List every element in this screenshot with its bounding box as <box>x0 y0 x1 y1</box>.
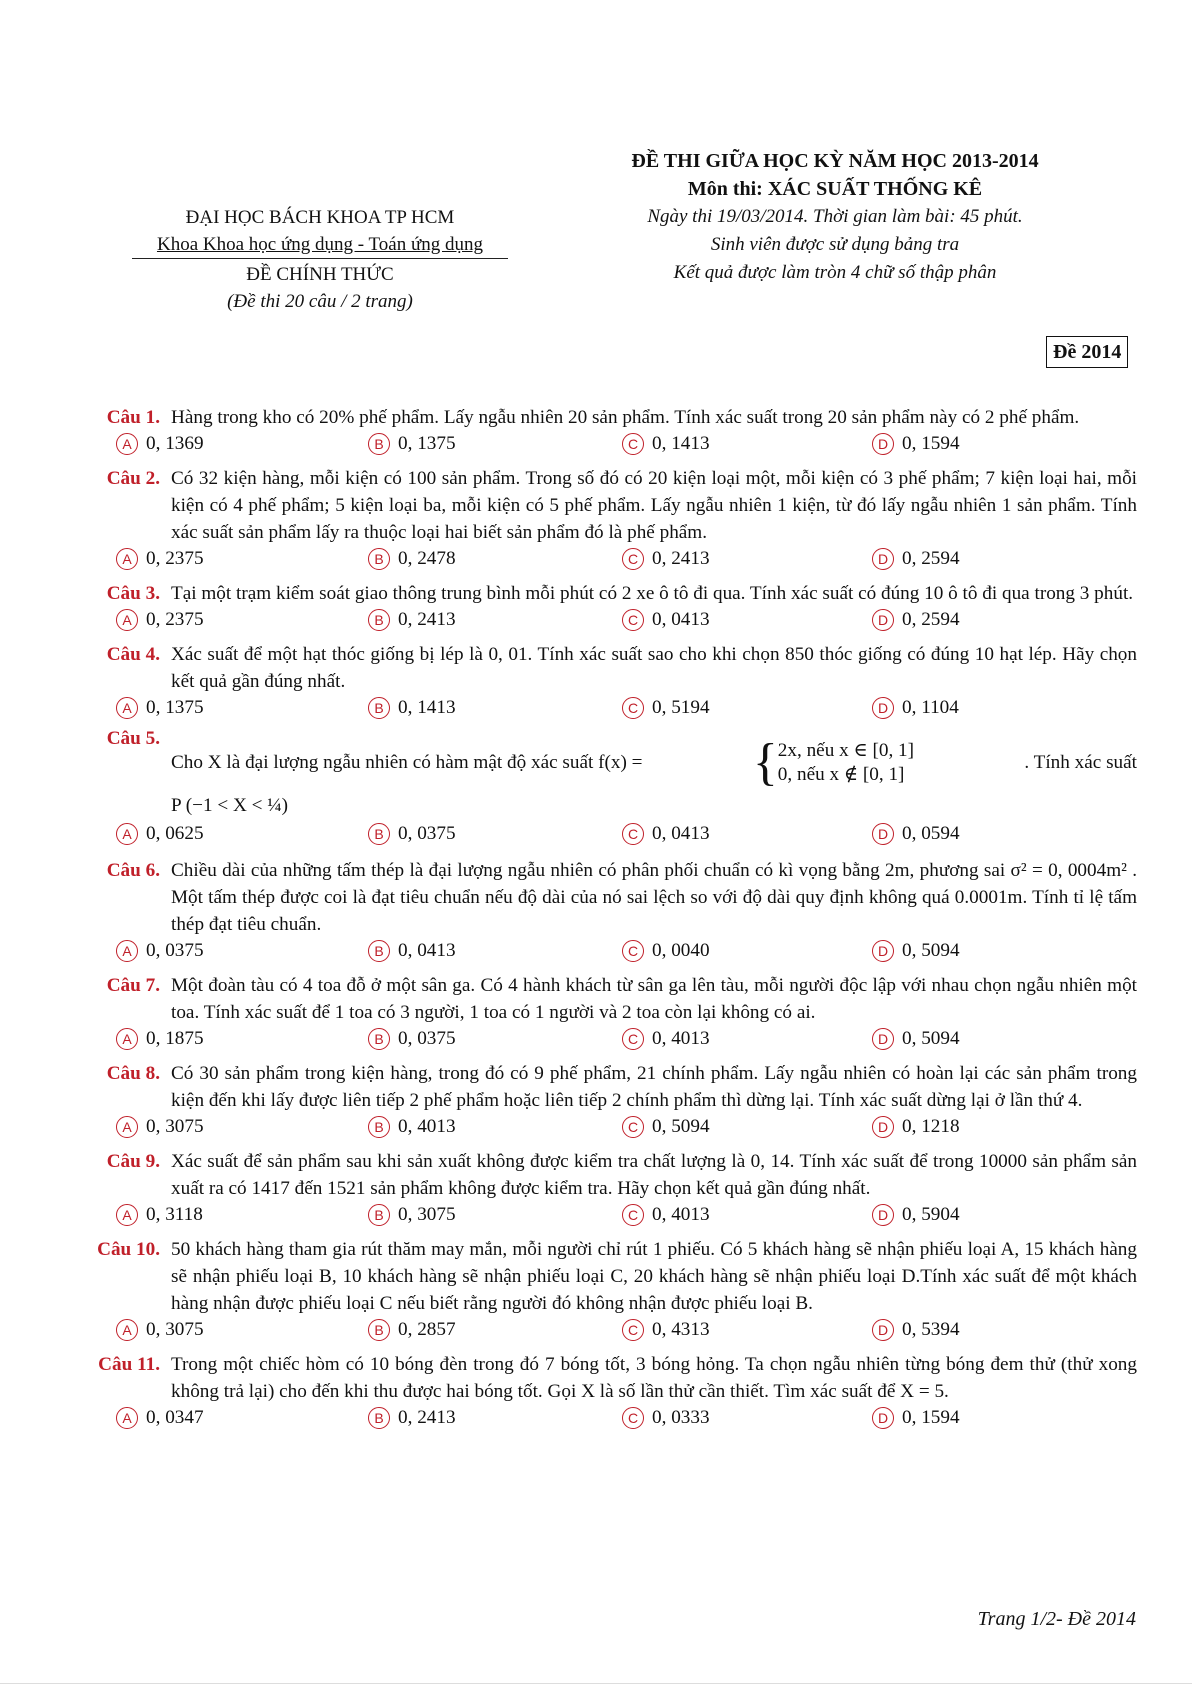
question-label: Câu 4. <box>106 644 160 665</box>
option-letter-circle: D <box>872 433 894 455</box>
option-letter-circle: B <box>368 1407 390 1429</box>
option-letter-circle: C <box>622 1116 644 1138</box>
option-letter-circle: C <box>622 1204 644 1226</box>
option-value: 0, 0375 <box>398 1028 456 1049</box>
option-value: 0, 3075 <box>146 1319 204 1340</box>
question-text: Có 32 kiện hàng, mỗi kiện có 100 sản phẩm. Trong số đó có 20 kiện loại một, mỗi kiện có 3 phế phẩm; 7 kiện loại hai, mỗi kiện có 4 phế phẩm; 5 kiện loại ba, mỗi kiện có 5 phế phẩm. Lấy ngẫu nhiên 1 kiện, từ đó lấy ngẫu nhiên 1 sản phẩm. Tính xác suất sản phẩm lấy ra thuộc loại hai biết sản phẩm đó là phế phẩm. <box>171 468 1137 543</box>
option-value: 0, 1104 <box>902 697 959 718</box>
option-b[interactable] <box>368 433 456 455</box>
subject-title: Môn thi: XÁC SUẤT THỐNG KÊ <box>687 178 983 200</box>
answer-options <box>0 1026 1192 1058</box>
exam-code-box: Đề 2014 <box>1046 336 1128 368</box>
page-footer: Trang 1/2- Đề 2014 <box>977 1608 1136 1630</box>
answer-options <box>0 1202 1192 1234</box>
option-value: 0, 2375 <box>146 548 204 569</box>
option-a[interactable] <box>116 1407 204 1429</box>
piece-row-2: 0, nếu x ∉ [0, 1] <box>777 764 905 785</box>
option-b[interactable] <box>368 1028 456 1050</box>
option-letter-circle: A <box>116 940 138 962</box>
option-value: 0, 1369 <box>146 433 204 454</box>
option-value: 0, 2478 <box>398 548 456 569</box>
option-d[interactable] <box>872 1116 960 1138</box>
header-left <box>120 204 520 315</box>
option-value: 0, 5394 <box>902 1319 960 1340</box>
question-text: Có 30 sản phẩm trong kiện hàng, trong đó có 9 phế phẩm, 21 chính phẩm. Lấy ngẫu nhiên có hoàn lại các sản phẩm trong kiện đến khi lấy được liên tiếp 2 phế phẩm hoặc liên tiếp 2 chính phẩm thì dừng lại. Tính xác suất dừng lại ở lần thứ 4. <box>171 1063 1137 1111</box>
option-value: 0, 2857 <box>398 1319 456 1340</box>
option-letter-circle: C <box>622 697 644 719</box>
answer-options <box>0 938 1192 970</box>
option-value: 0, 2375 <box>146 609 204 630</box>
option-value: 0, 2594 <box>902 548 960 569</box>
question-label: Câu 2. <box>106 468 160 489</box>
header-divider <box>132 258 508 259</box>
option-letter-circle: D <box>872 1204 894 1226</box>
question-text: Xác suất để sản phẩm sau khi sản xuất không được kiểm tra chất lượng là 0, 14. Tính xác suất để trong 10000 sản phẩm sản xuất ra có 1417 đến 1521 sản phẩm không được kiểm tra. Hãy chọn kết quả gần đúng nhất. <box>171 1151 1137 1199</box>
option-letter-circle: A <box>116 823 138 845</box>
option-letter-circle: A <box>116 548 138 570</box>
option-letter-circle: A <box>116 1204 138 1226</box>
option-a[interactable] <box>116 940 204 962</box>
answer-options <box>0 1405 1192 1437</box>
option-letter-circle: C <box>622 433 644 455</box>
option-letter-circle: B <box>368 433 390 455</box>
option-value: 0, 1594 <box>902 1407 960 1428</box>
question-1 <box>0 404 1192 463</box>
option-value: 0, 0375 <box>146 940 204 961</box>
option-a[interactable] <box>116 697 204 719</box>
question-9 <box>0 1148 1192 1234</box>
option-letter-circle: A <box>116 433 138 455</box>
answer-options <box>0 546 1192 578</box>
question-label: Câu 8. <box>106 1063 160 1084</box>
option-letter-circle: A <box>116 1116 138 1138</box>
option-c[interactable] <box>622 433 710 455</box>
answer-options <box>0 1114 1192 1146</box>
brace-glyph: { <box>752 734 778 791</box>
option-value: 0, 2413 <box>652 548 710 569</box>
university-name: ĐẠI HỌC BÁCH KHOA TP HCM <box>185 207 455 228</box>
question-5 <box>0 728 1192 853</box>
option-letter-circle: B <box>368 697 390 719</box>
option-value: 0, 2413 <box>398 609 456 630</box>
question-label: Câu 6. <box>106 860 160 881</box>
option-value: 0, 0413 <box>398 940 456 961</box>
option-d[interactable] <box>872 823 960 845</box>
option-c[interactable] <box>622 1319 710 1341</box>
option-letter-circle: C <box>622 940 644 962</box>
answer-options <box>0 607 1192 639</box>
option-c[interactable] <box>622 1028 710 1050</box>
option-letter-circle: D <box>872 609 894 631</box>
answer-options <box>0 1317 1192 1349</box>
option-letter-circle: C <box>622 548 644 570</box>
option-letter-circle: C <box>622 1319 644 1341</box>
option-value: 0, 5094 <box>902 940 960 961</box>
option-c[interactable] <box>622 1407 710 1429</box>
rounding-note: Kết quả được làm tròn 4 chữ số thập phân <box>673 262 997 283</box>
option-value: 0, 4013 <box>398 1116 456 1137</box>
option-letter-circle: B <box>368 1028 390 1050</box>
allowed-note: Sinh viên được sử dụng bảng tra <box>710 234 960 255</box>
department-name: Khoa Khoa học ứng dụng - Toán ứng dụng <box>156 234 484 255</box>
option-letter-circle: D <box>872 823 894 845</box>
option-letter-circle: C <box>622 609 644 631</box>
question-7 <box>0 972 1192 1058</box>
question-text: Trong một chiếc hòm có 10 bóng đèn trong đó 7 bóng tốt, 3 bóng hỏng. Ta chọn ngẫu nhiên từng bóng đem thử (thử xong không trả lại) cho đến khi thu được hai bóng tốt. Gọi X là số lần thử cần thiết. Tìm xác suất để X = 5. <box>171 1354 1137 1402</box>
option-letter-circle: C <box>622 1407 644 1429</box>
option-b[interactable] <box>368 940 456 962</box>
option-value: 0, 1218 <box>902 1116 960 1137</box>
option-d[interactable] <box>872 1319 960 1341</box>
question-2 <box>0 465 1192 578</box>
question-8 <box>0 1060 1192 1146</box>
option-d[interactable] <box>872 940 960 962</box>
option-letter-circle: A <box>116 697 138 719</box>
option-value: 0, 0594 <box>902 823 960 844</box>
pages-note: (Đề thi 20 câu / 2 trang) <box>227 291 413 312</box>
option-letter-circle: B <box>368 1319 390 1341</box>
answer-options <box>0 821 1192 853</box>
option-value: 0, 1875 <box>146 1028 204 1049</box>
option-letter-circle: A <box>116 1028 138 1050</box>
option-value: 0, 0413 <box>652 823 710 844</box>
option-a[interactable] <box>116 548 204 570</box>
option-letter-circle: B <box>368 823 390 845</box>
question-text: Một đoàn tàu có 4 toa đỗ ở một sân ga. Có 4 hành khách từ sân ga lên tàu, mỗi người độc lập với nhau chọn ngẫu nhiên một toa. Tính xác suất để 1 toa có 3 người, 1 toa có 1 người và 2 toa còn lại không có ai. <box>171 975 1137 1023</box>
option-value: 0, 1375 <box>398 433 456 454</box>
option-a[interactable] <box>116 1116 204 1138</box>
option-value: 0, 2594 <box>902 609 960 630</box>
option-a[interactable] <box>116 1028 204 1050</box>
option-c[interactable] <box>622 1116 710 1138</box>
question-label: Câu 9. <box>106 1151 160 1172</box>
question-text: Hàng trong kho có 20% phế phẩm. Lấy ngẫu nhiên 20 sản phẩm. Tính xác suất trong 20 sản phẩm này có 2 phế phẩm. <box>171 407 1080 428</box>
question-4 <box>0 641 1192 727</box>
option-d[interactable] <box>872 697 959 719</box>
option-value: 0, 4313 <box>652 1319 710 1340</box>
option-d[interactable] <box>872 609 960 631</box>
option-d[interactable] <box>872 433 960 455</box>
question-10 <box>0 1236 1192 1349</box>
option-value: 0, 0333 <box>652 1407 710 1428</box>
option-value: 0, 0413 <box>652 609 710 630</box>
option-value: 0, 5904 <box>902 1204 960 1225</box>
option-value: 0, 5094 <box>902 1028 960 1049</box>
option-a[interactable] <box>116 609 204 631</box>
option-letter-circle: B <box>368 548 390 570</box>
option-a[interactable] <box>116 1319 204 1341</box>
option-value: 0, 5194 <box>652 697 710 718</box>
option-b[interactable] <box>368 1204 456 1226</box>
option-value: 0, 0375 <box>398 823 456 844</box>
option-value: 0, 1375 <box>146 697 204 718</box>
piece-row-1: 2x, nếu x ∈ [0, 1] <box>777 740 915 761</box>
option-c[interactable] <box>622 609 710 631</box>
question-text <box>171 731 1137 821</box>
option-letter-circle: D <box>872 1407 894 1429</box>
option-letter-circle: A <box>116 1407 138 1429</box>
option-b[interactable] <box>368 548 456 570</box>
option-a[interactable] <box>116 433 204 455</box>
exam-title: ĐỀ THI GIỮA HỌC KỲ NĂM HỌC 2013-2014 <box>631 150 1039 172</box>
option-b[interactable] <box>368 1407 456 1429</box>
exam-date-time: Ngày thi 19/03/2014. Thời gian làm bài: 45 phút. <box>647 206 1023 227</box>
option-letter-circle: D <box>872 697 894 719</box>
option-letter-circle: C <box>622 1028 644 1050</box>
option-b[interactable] <box>368 1116 456 1138</box>
question-label: Câu 7. <box>106 975 160 996</box>
option-d[interactable] <box>872 1204 960 1226</box>
option-value: 0, 3118 <box>146 1204 203 1225</box>
option-c[interactable] <box>622 1204 710 1226</box>
option-value: 0, 3075 <box>146 1116 204 1137</box>
option-value: 0, 0040 <box>652 940 710 961</box>
piecewise-function <box>752 734 915 791</box>
option-letter-circle: B <box>368 609 390 631</box>
question-3 <box>0 580 1192 639</box>
question-11 <box>0 1351 1192 1437</box>
option-d[interactable] <box>872 548 960 570</box>
answer-options <box>0 695 1192 727</box>
option-d[interactable] <box>872 1407 960 1429</box>
option-c[interactable] <box>622 548 710 570</box>
option-letter-circle: A <box>116 1319 138 1341</box>
question-text: 50 khách hàng tham gia rút thăm may mắn, mỗi người chỉ rút 1 phiếu. Có 5 khách hàng sẽ nhận phiếu loại A, 15 khách hàng sẽ nhận phiếu loại B, 10 khách hàng sẽ nhận phiếu loại C, 20 khách hàng sẽ nhận phiếu loại D.Tính xác suất để một khách hàng nhận được phiếu loại C nếu biết rằng người đó không nhận được phiếu loại B. <box>171 1239 1137 1314</box>
option-letter-circle: A <box>116 609 138 631</box>
option-a[interactable] <box>116 823 204 845</box>
question-text-tail: . Tính xác suất <box>1024 752 1137 773</box>
option-value: 0, 1594 <box>902 433 960 454</box>
option-b[interactable] <box>368 823 456 845</box>
option-letter-circle: B <box>368 1116 390 1138</box>
question-label: Câu 1. <box>106 407 160 428</box>
option-c[interactable] <box>622 940 710 962</box>
option-b[interactable] <box>368 1319 456 1341</box>
header-right <box>590 147 1080 287</box>
option-letter-circle: D <box>872 1319 894 1341</box>
official-label: ĐỀ CHÍNH THỨC <box>246 264 394 285</box>
option-value: 0, 1413 <box>652 433 710 454</box>
question-label: Câu 3. <box>106 583 160 604</box>
question-text-formula: P (−1 < X < ¼) <box>171 795 289 816</box>
bottom-rule <box>0 1683 1192 1684</box>
question-text: Xác suất để một hạt thóc giống bị lép là 0, 01. Tính xác suất sao cho khi chọn 850 thóc giống có đúng 10 hạt lép. Hãy chọn kết quả gần đúng nhất. <box>171 644 1137 692</box>
question-6 <box>0 857 1192 970</box>
option-letter-circle: D <box>872 940 894 962</box>
question-label: Câu 10. <box>97 1239 160 1260</box>
option-c[interactable] <box>622 697 710 719</box>
option-value: 0, 2413 <box>398 1407 456 1428</box>
question-text-lead: Cho X là đại lượng ngẫu nhiên có hàm mật độ xác suất f(x) = <box>171 752 643 773</box>
option-letter-circle: B <box>368 1204 390 1226</box>
option-letter-circle: D <box>872 1028 894 1050</box>
option-letter-circle: D <box>872 1116 894 1138</box>
option-c[interactable] <box>622 823 710 845</box>
question-text: Chiều dài của những tấm thép là đại lượng ngẫu nhiên có phân phối chuẩn có kì vọng bằng 2m, phương sai σ² = 0, 0004m² . Một tấm thép được coi là đạt tiêu chuẩn nếu độ dài của nó sai lệch so với độ dài quy định không quá 0.0001m. Tính tỉ lệ tấm thép đạt tiêu chuẩn. <box>171 860 1137 935</box>
answer-options <box>0 431 1192 463</box>
option-b[interactable] <box>368 609 456 631</box>
question-label: Câu 11. <box>98 1354 160 1375</box>
question-list <box>0 404 1192 1439</box>
question-label: Câu 5. <box>106 728 160 749</box>
question-text: Tại một trạm kiểm soát giao thông trung bình mỗi phút có 2 xe ô tô đi qua. Tính xác suất có đúng 10 ô tô đi qua trong 3 phút. <box>171 583 1134 604</box>
option-a[interactable] <box>116 1204 203 1226</box>
option-letter-circle: C <box>622 823 644 845</box>
option-d[interactable] <box>872 1028 960 1050</box>
option-letter-circle: B <box>368 940 390 962</box>
option-value: 0, 0625 <box>146 823 204 844</box>
option-value: 0, 1413 <box>398 697 456 718</box>
option-b[interactable] <box>368 697 456 719</box>
option-value: 0, 0347 <box>146 1407 204 1428</box>
option-letter-circle: D <box>872 548 894 570</box>
option-value: 0, 3075 <box>398 1204 456 1225</box>
option-value: 0, 4013 <box>652 1028 710 1049</box>
option-value: 0, 4013 <box>652 1204 710 1225</box>
option-value: 0, 5094 <box>652 1116 710 1137</box>
